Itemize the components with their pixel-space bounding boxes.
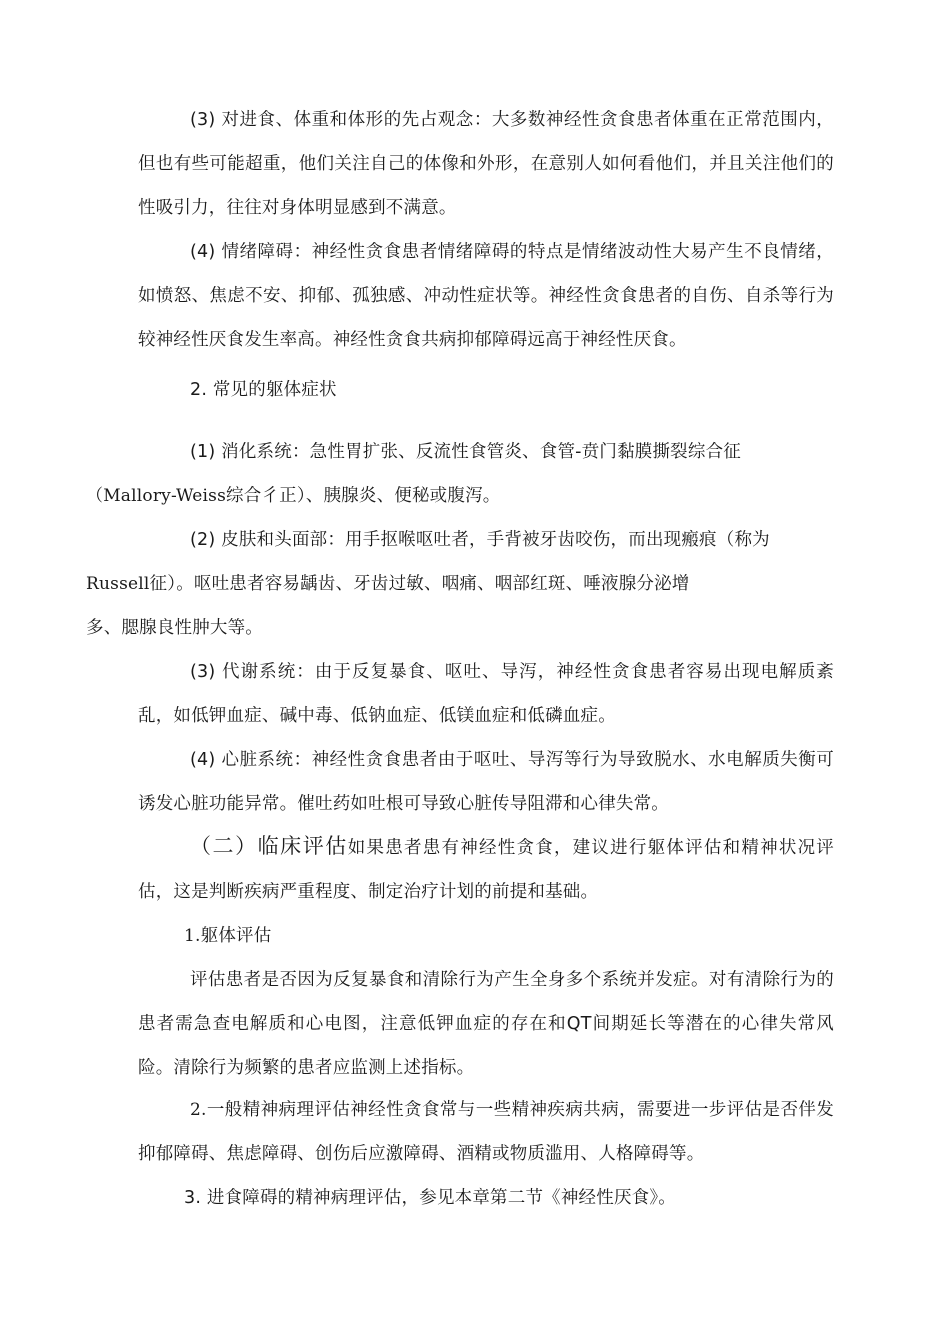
section-heading-somatic-symptoms: 2. 常见的躯体症状: [190, 380, 337, 400]
subheading-text: 躯体评估: [200, 926, 272, 946]
general-psychopathology-text: 一般精神病理评估神经性贪食常与一些精神疾病共病，需要进一步评估是否伴发抑郁障碍、焦虑障碍、创伤后应激障碍、酒精或物质滥用、人格障碍等。: [138, 1100, 834, 1164]
russell-term: Russell: [86, 574, 150, 594]
paragraph-general-psychopathology: [138, 1088, 834, 1176]
digestive-line-1: (1) 消化系统：急性胃扩张、反流性食管炎、食管-贲门黏膜撕裂综合征: [190, 442, 741, 462]
paragraph-cardiac: (4) 心脏系统：神经性贪食患者由于呕吐、导泻等行为导致脱水、水电解质失衡可诱发心脏功能异常。催吐药如吐根可导致心脏传导阻滞和心律失常。: [138, 750, 834, 814]
skin-line-3: 多、腮腺良性肿大等。: [86, 618, 263, 638]
subheading-physical-assessment: [184, 914, 271, 958]
paragraph-clinical-assessment: [138, 824, 834, 914]
digestive-line-2: 综合彳正）、胰腺炎、便秘或腹泻。: [226, 486, 501, 506]
paragraph-physical-assessment: 评估患者是否因为反复暴食和清除行为产生全身多个系统并发症。对有清除行为的患者需急查电解质和心电图，注意低钾血症的存在和QT间期延长等潜在的心律失常风险。清除行为频繁的患者应监测上述指标。: [138, 970, 834, 1078]
subheading-number: 1.: [184, 926, 201, 946]
mallory-weiss-term: （Mallory-Weiss: [86, 486, 227, 506]
skin-line-2: 征）。呕吐患者容易龋齿、牙齿过敏、咽痛、咽部红斑、唾液腺分泌增: [149, 574, 690, 594]
skin-line-1: (2) 皮肤和头面部：用手抠喉呕吐者，手背被牙齿咬伤，而出现瘢痕（称为: [190, 530, 770, 550]
section-heading-clinical-assessment: （二）临床评估: [190, 834, 348, 858]
paragraph-mood-disorder: (4) 情绪障碍：神经性贪食患者情绪障碍的特点是情绪波动性大易产生不良情绪，如愤怒、焦虑不安、抑郁、孤独感、冲动性症状等。神经性贪食患者的自伤、自杀等行为较神经性厌食发生率高。神经性贪食共病抑郁障碍远高于神经性厌食。: [138, 242, 834, 350]
paragraph-skin-face: [86, 518, 834, 650]
paragraph-eating-disorder-reference: 3. 进食障碍的精神病理评估，参见本章第二节《神经性厌食》。: [184, 1188, 677, 1208]
paragraph-preoccupation: (3) 对进食、体重和体形的先占观念：大多数神经性贪食患者体重在正常范围内，但也有些可能超重，他们关注自己的体像和外形，在意别人如何看他们，并且关注他们的性吸引力，往往对身体明显感到不满意。: [138, 110, 834, 218]
clinical-assessment-text: 如果患者患有神经性贪食，建议进行躯体评估和精神状况评估，这是判断疾病严重程度、制定治疗计划的前提和基础。: [138, 838, 835, 902]
paragraph-metabolic: (3) 代谢系统：由于反复暴食、呕吐、导泻，神经性贪食患者容易出现电解质紊乱，如低钾血症、碱中毒、低钠血症、低镁血症和低磷血症。: [138, 662, 834, 726]
item-number-2: 2.: [190, 1100, 207, 1120]
paragraph-digestive: [86, 430, 834, 518]
